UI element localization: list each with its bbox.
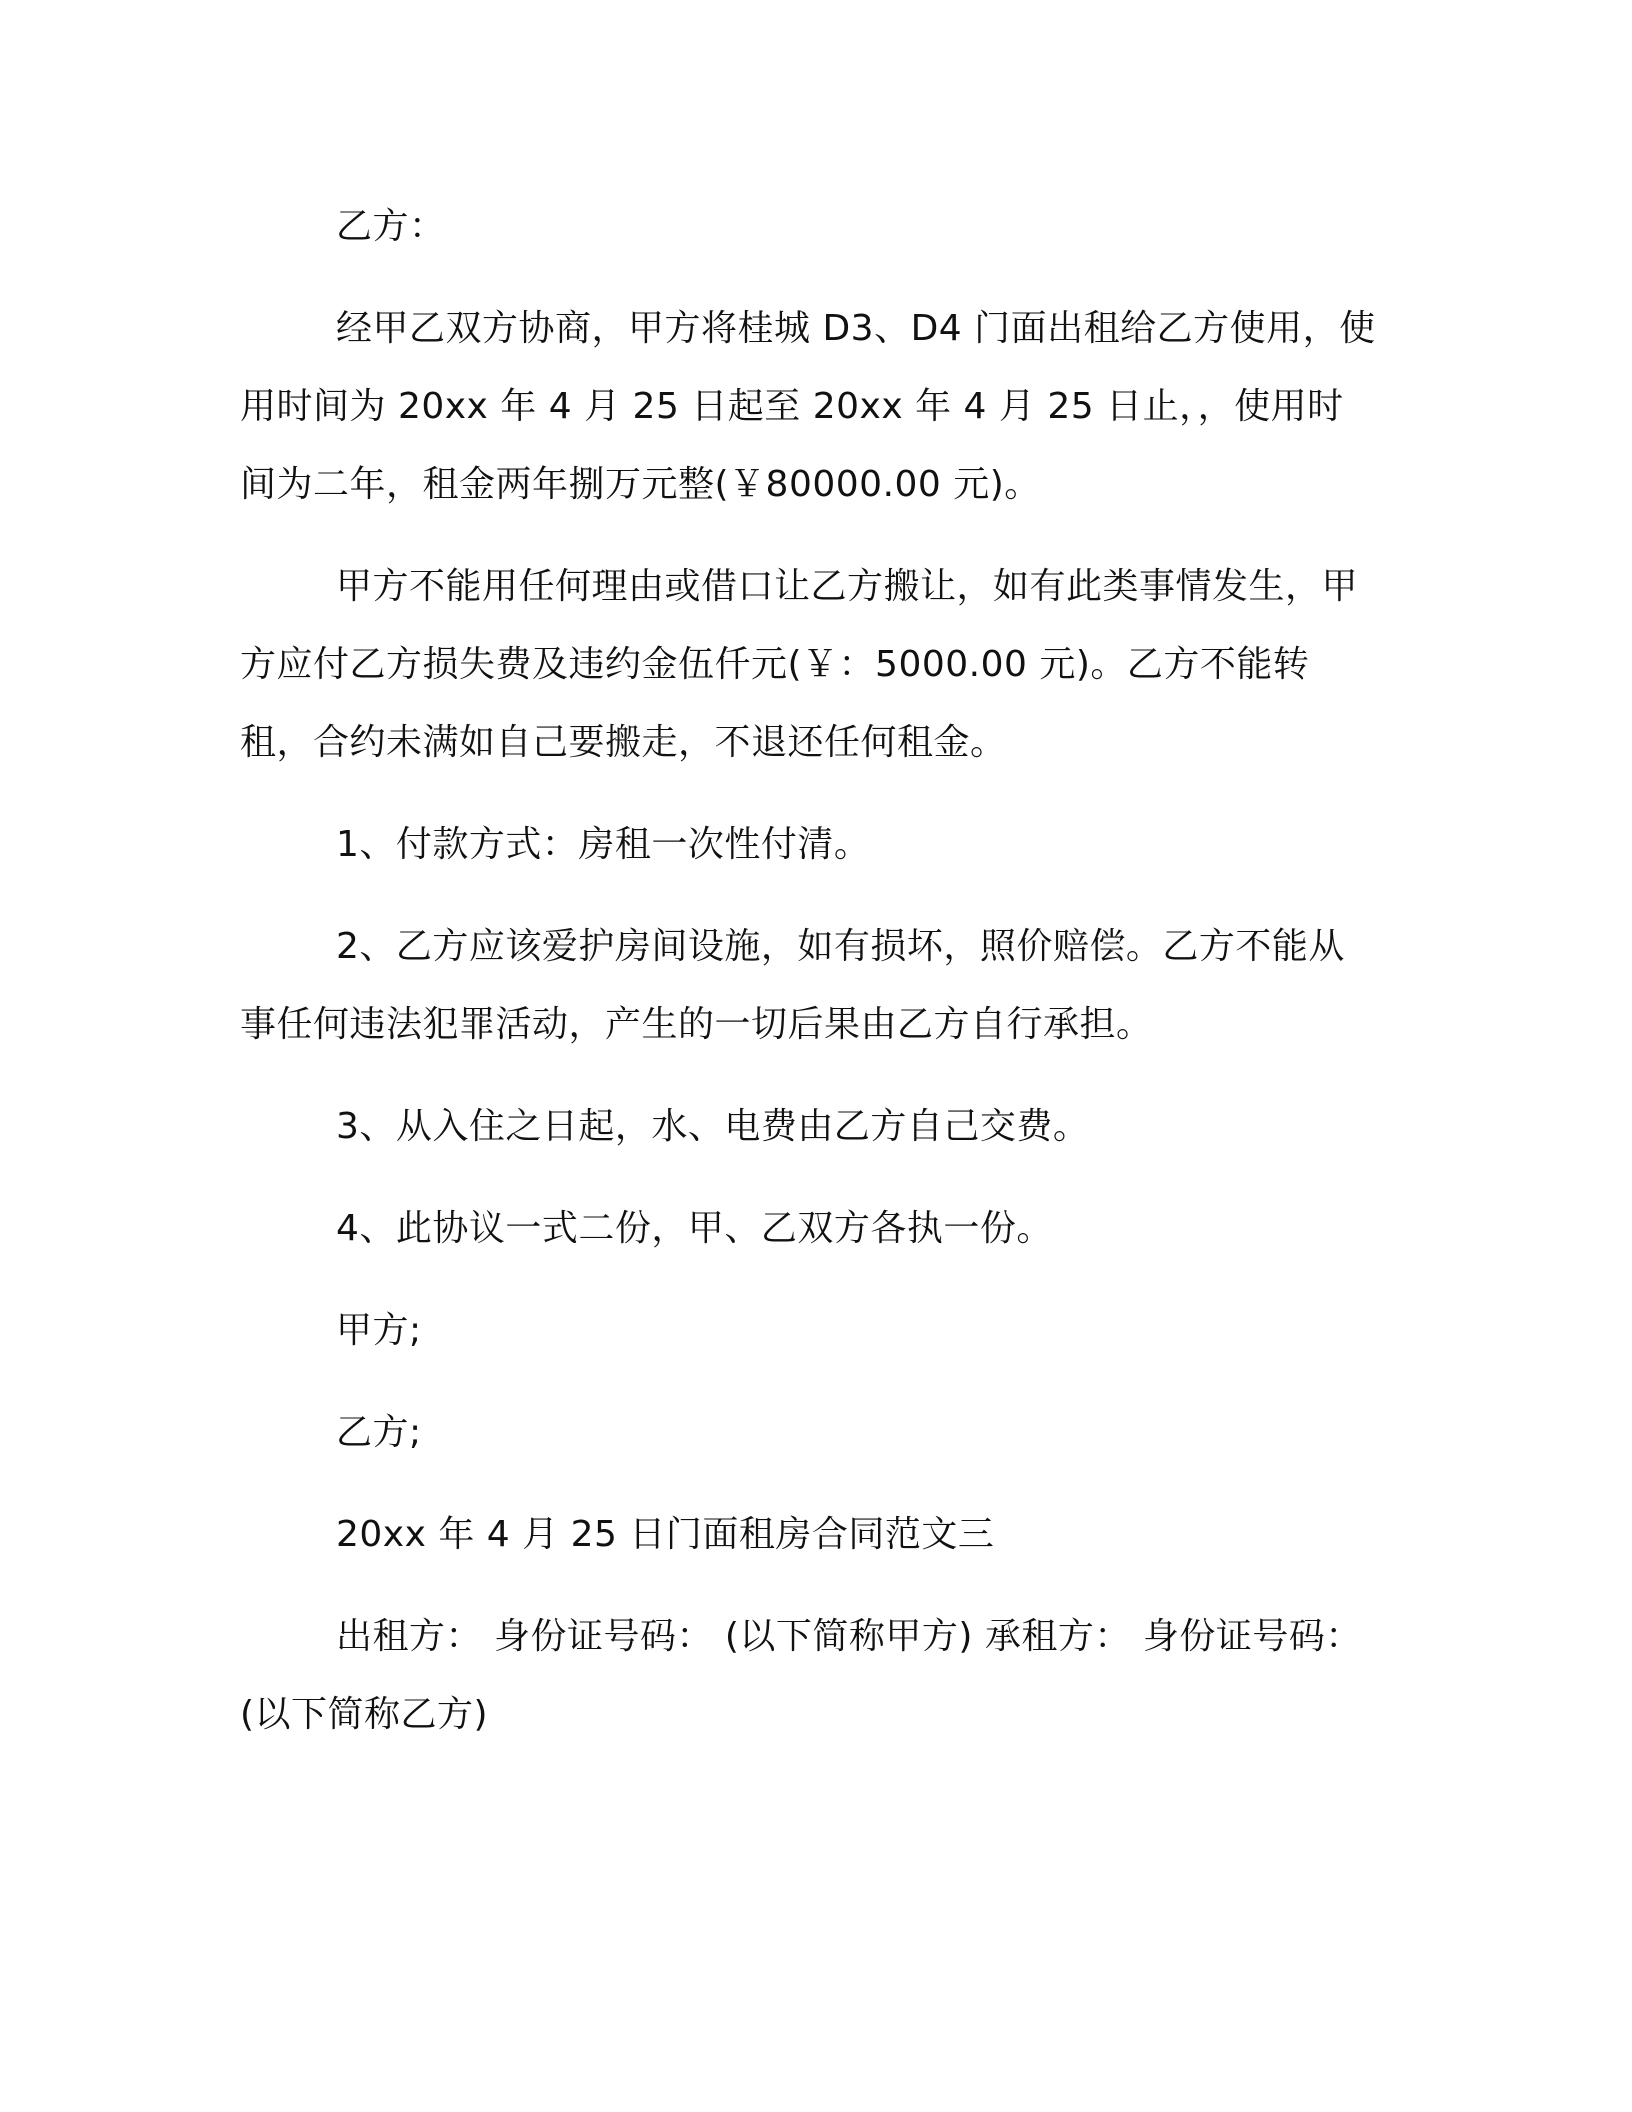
party-b-label: 乙方：	[336, 206, 446, 247]
party-b-signature-line: 乙方;	[336, 1412, 422, 1453]
parties-identification-paragraph: 出租方： 身份证号码： (以下简称甲方) 承租方： 身份证号码：(以下简称乙方)	[240, 1616, 1362, 1735]
utilities-clause: 3、从入住之日起，水、电费由乙方自己交费。	[336, 1106, 1090, 1147]
copies-clause: 4、此协议一式二份，甲、乙双方各执一份。	[336, 1208, 1053, 1249]
document-body	[240, 188, 1380, 1754]
date-and-next-section-title: 20xx 年 4 月 25 日门面租房合同范文三	[336, 1514, 995, 1555]
facility-care-clause: 2、乙方应该爱护房间设施，如有损坏，照价赔偿。乙方不能从事任何违法犯罪活动，产生的一切后果由乙方自行承担。	[240, 926, 1345, 1045]
lease-terms-paragraph: 经甲乙双方协商，甲方将桂城 D3、D4 门面出租给乙方使用，使用时间为 20xx 年 4 月 25 日起至 20xx 年 4 月 25 日止，，使用时间为二年，租金两年捌万元整(￥80000.00 元)。	[240, 308, 1376, 505]
party-a-signature-line: 甲方;	[336, 1310, 422, 1351]
payment-method-clause: 1、付款方式：房租一次性付清。	[336, 824, 871, 865]
eviction-clause-paragraph: 甲方不能用任何理由或借口让乙方搬让，如有此类事情发生，甲方应付乙方损失费及违约金伍仟元(￥：5000.00 元)。乙方不能转租，合约未满如自己要搬走，不退还任何租金。	[240, 566, 1359, 763]
